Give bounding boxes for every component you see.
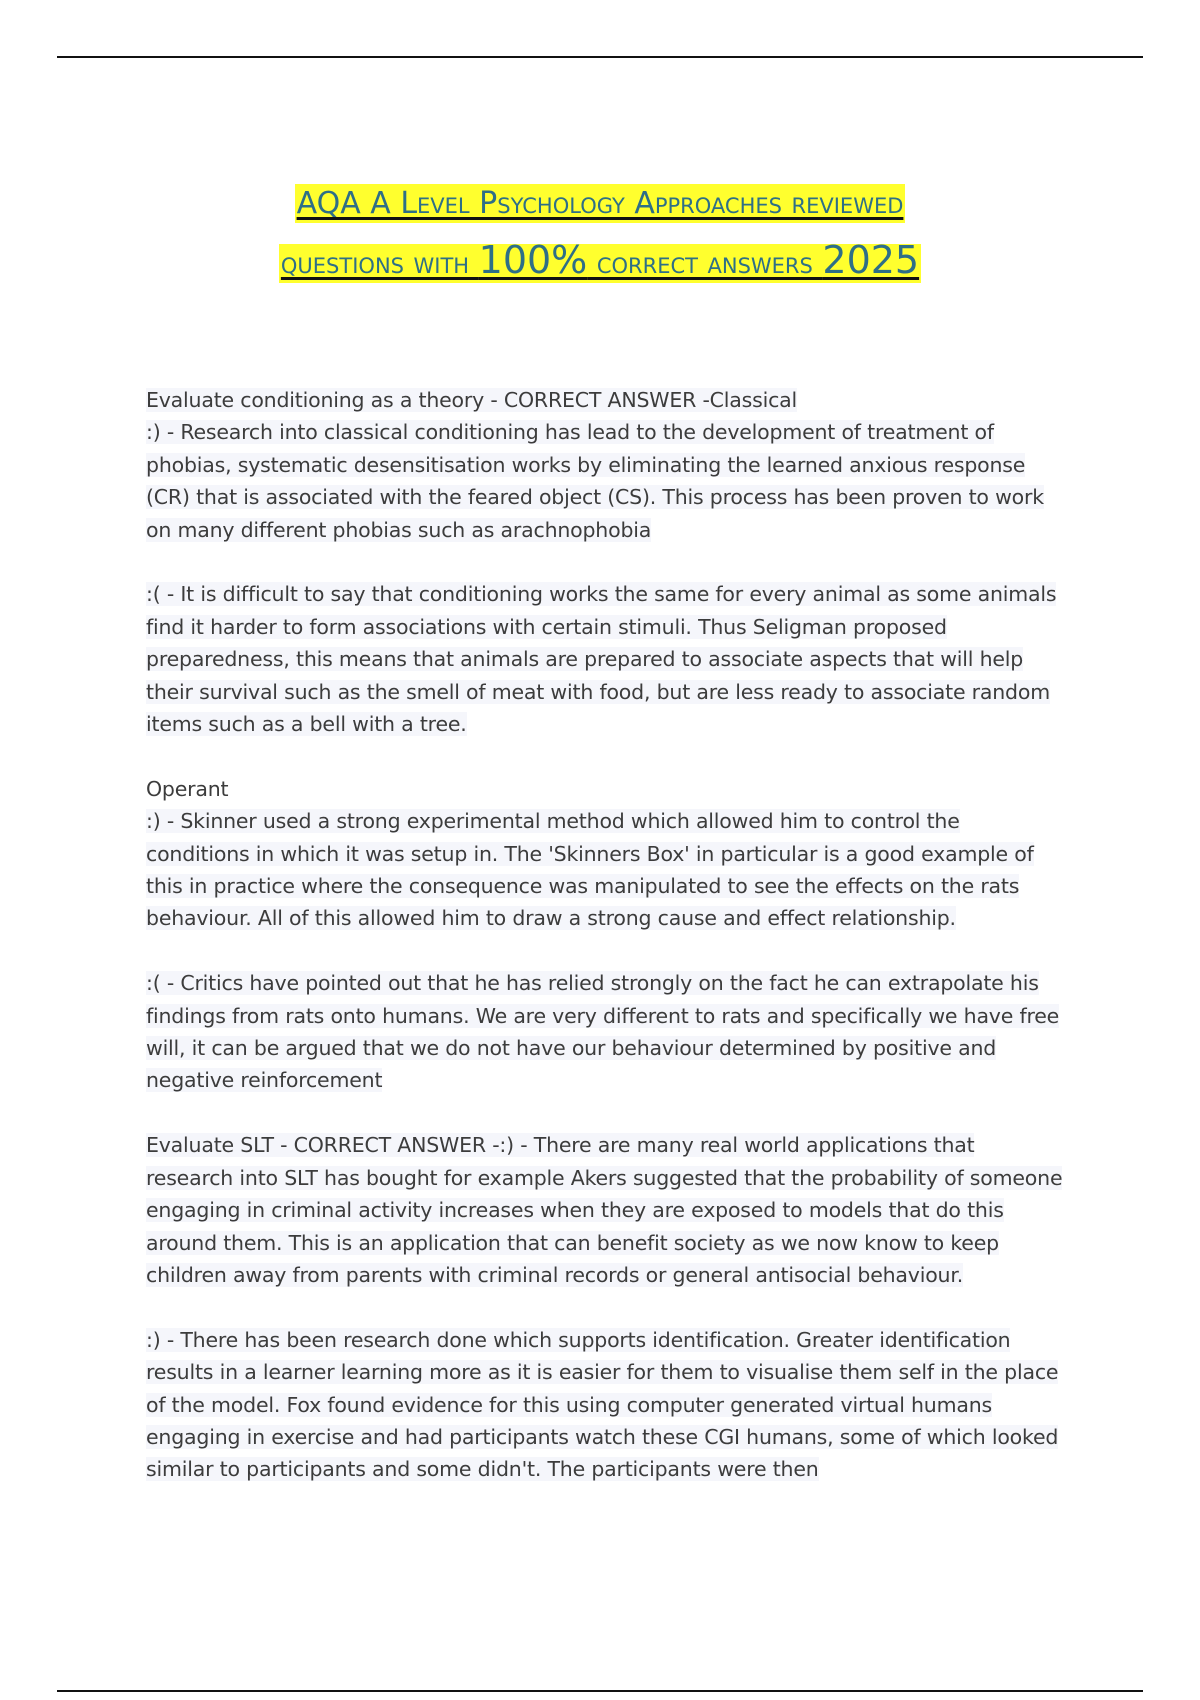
operant-positive-text: :) - Skinner used a strong experimental method which allowed him to control the conditions in which it was setup in. The 'Skinners Box' in particular is a good example of this in practice where the consequence was manipulated to see the effects on the rats behaviour. All of this allowed him to draw a strong cause and effect relationship.	[146, 809, 1034, 931]
paragraph-operant	[146, 773, 1066, 935]
operant-negative-text: :( - Critics have pointed out that he has relied strongly on the fact he can extrapolate his findings from rats onto humans. We are very different to rats and specifically we have free will, it can be argued that we do not have our behaviour determined by positive and negative reinforcement	[146, 971, 1060, 1093]
slt-identification-text: :) - There has been research done which supports identification. Greater identification results in a learner learning more as it is easier for them to visualise them self in the place of the model. Fox found evidence for this using computer generated virtual humans engaging in exercise and had participants watch these CGI humans, some of which looked similar to participants and some didn't. The participants were then	[146, 1327, 1059, 1482]
classical-negative-text: :( - It is difficult to say that conditioning works the same for every animal as some animals find it harder to form associations with certain stimuli. Thus Seligman proposed preparedness, this means that animals are prepared to associate aspects that will help their survival such as the smell of meat with food, but are less ready to associate random items such as a bell with a tree.	[146, 582, 1057, 737]
title-part-a: questions with	[280, 246, 479, 281]
question-heading-conditioning: Evaluate conditioning as a theory - CORRECT ANSWER -Classical	[146, 388, 798, 412]
slt-heading-and-text: Evaluate SLT - CORRECT ANSWER -:) - There are many real world applications that research into SLT has bought for example Akers suggested that the probability of someone engaging in criminal activity increases when they are exposed to models that do this around them. This is an application that can benefit society as we now know to keep children away from parents with criminal records or general antisocial behaviour.	[146, 1133, 1063, 1287]
document-title	[100, 176, 1100, 292]
classical-positive-text: :) - Research into classical conditioning has lead to the development of treatment of phobias, systematic desensitisation works by eliminating the learned anxious response (CR) that is associated with the feared object (CS). This process has been proven to work on many different phobias such as arachnophobia	[146, 420, 1044, 542]
bottom-rule	[57, 1690, 1143, 1692]
title-line-1: AQA A Level Psychology Approaches reviewed	[296, 186, 904, 221]
title-percent: 100%	[478, 238, 588, 282]
title-line-2	[279, 238, 921, 283]
operant-heading: Operant	[146, 776, 229, 801]
paragraph-classical	[146, 384, 1066, 546]
top-rule	[57, 56, 1143, 58]
title-year: 2025	[822, 238, 920, 282]
document-body	[146, 384, 1066, 1518]
title-part-c: correct answers	[587, 246, 823, 281]
